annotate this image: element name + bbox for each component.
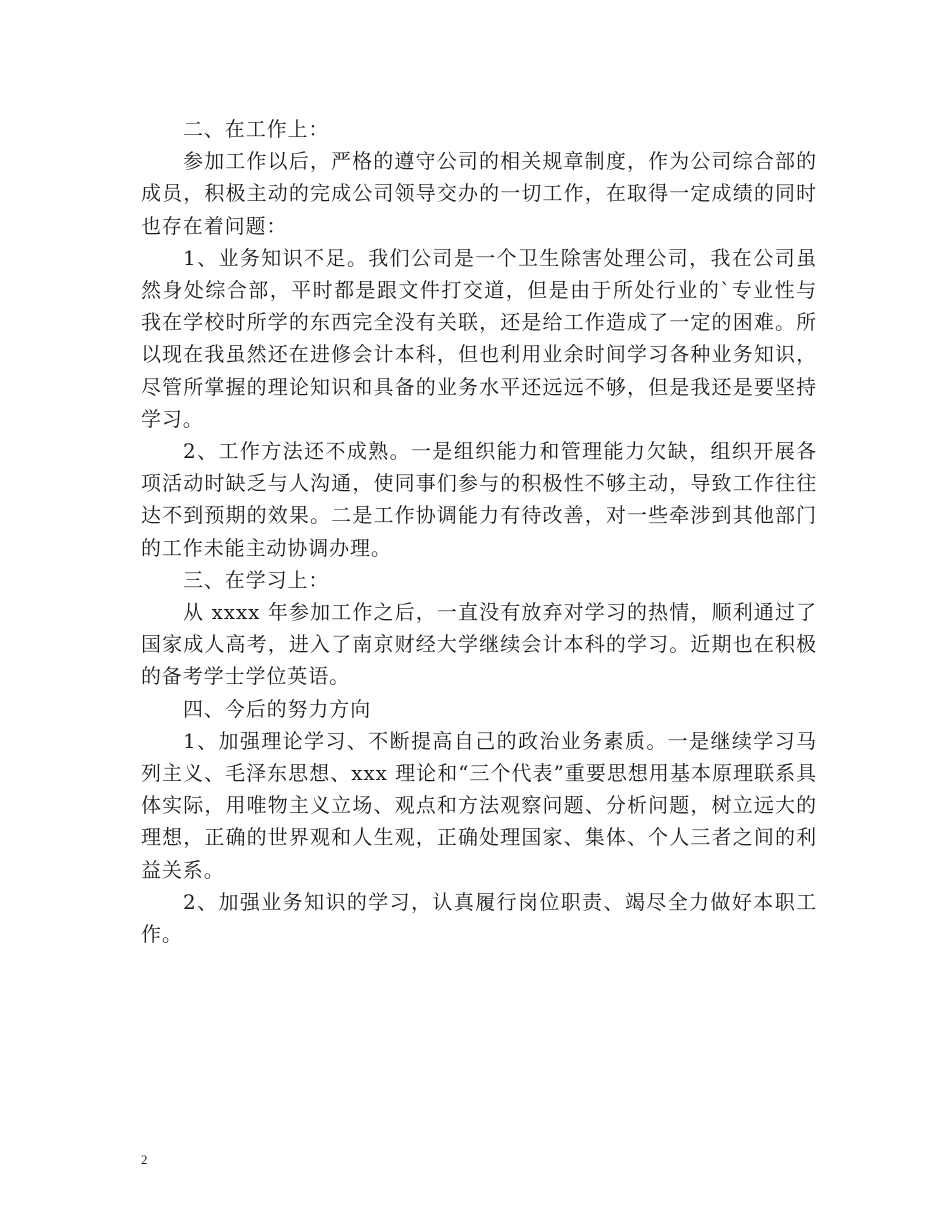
heading-work: 二、在工作上： — [183, 117, 330, 141]
paragraph-work-item-1: 1、业务知识不足。我们公司是一个卫生除害处理公司，我在公司虽然身处综合部，平时都是跟文件打交道，但是由于所处行业的`专业性与我在学校时所学的东西完全没有关联，还是给工作造成了一定的困难。所以现在我虽然还在进修会计本科，但也利用业余时间学习各种业务知识，尽管所掌握的理论知识和具备的业务水平还远远不够，但是我还是要坚持学习。 — [141, 245, 817, 431]
paragraph-future-item-1: 1、加强理论学习、不断提高自己的政治业务素质。一是继续学习马列主义、毛泽东思想、xxx 理论和“三个代表”重要思想用基本原理联系具体实际，用唯物主义立场、观点和方法观察问题、分析问题，树立远大的理想，正确的世界观和人生观，正确处理国家、集体、个人三者之间的利益关系。 — [141, 728, 817, 882]
paragraph-future-item-2: 2、加强业务知识的学习，认真履行岗位职责、竭尽全力做好本职工作。 — [141, 889, 817, 947]
heading-study: 三、在学习上： — [183, 567, 330, 592]
document-body — [141, 113, 817, 950]
paragraph-work-item-2: 2、工作方法还不成熟。一是组织能力和管理能力欠缺，组织开展各项活动时缺乏与人沟通，使同事们参与的积极性不够主动，导致工作往往达不到预期的效果。二是工作协调能力有待改善，对一些牵涉到其他部门的工作未能主动协调办理。 — [141, 439, 817, 560]
paragraph-study: 从 xxxx 年参加工作之后，一直没有放弃对学习的热情，顺利通过了国家成人高考，进入了南京财经大学继续会计本科的学习。近期也在积极的备考学士学位英语。 — [141, 600, 817, 689]
paragraph-work-intro: 参加工作以后，严格的遵守公司的相关规章制度，作为公司综合部的成员，积极主动的完成公司领导交办的一切工作，在取得一定成绩的同时也存在着问题： — [141, 149, 817, 238]
page-number: 2 — [141, 1152, 148, 1167]
heading-future: 四、今后的努力方向 — [183, 696, 372, 721]
